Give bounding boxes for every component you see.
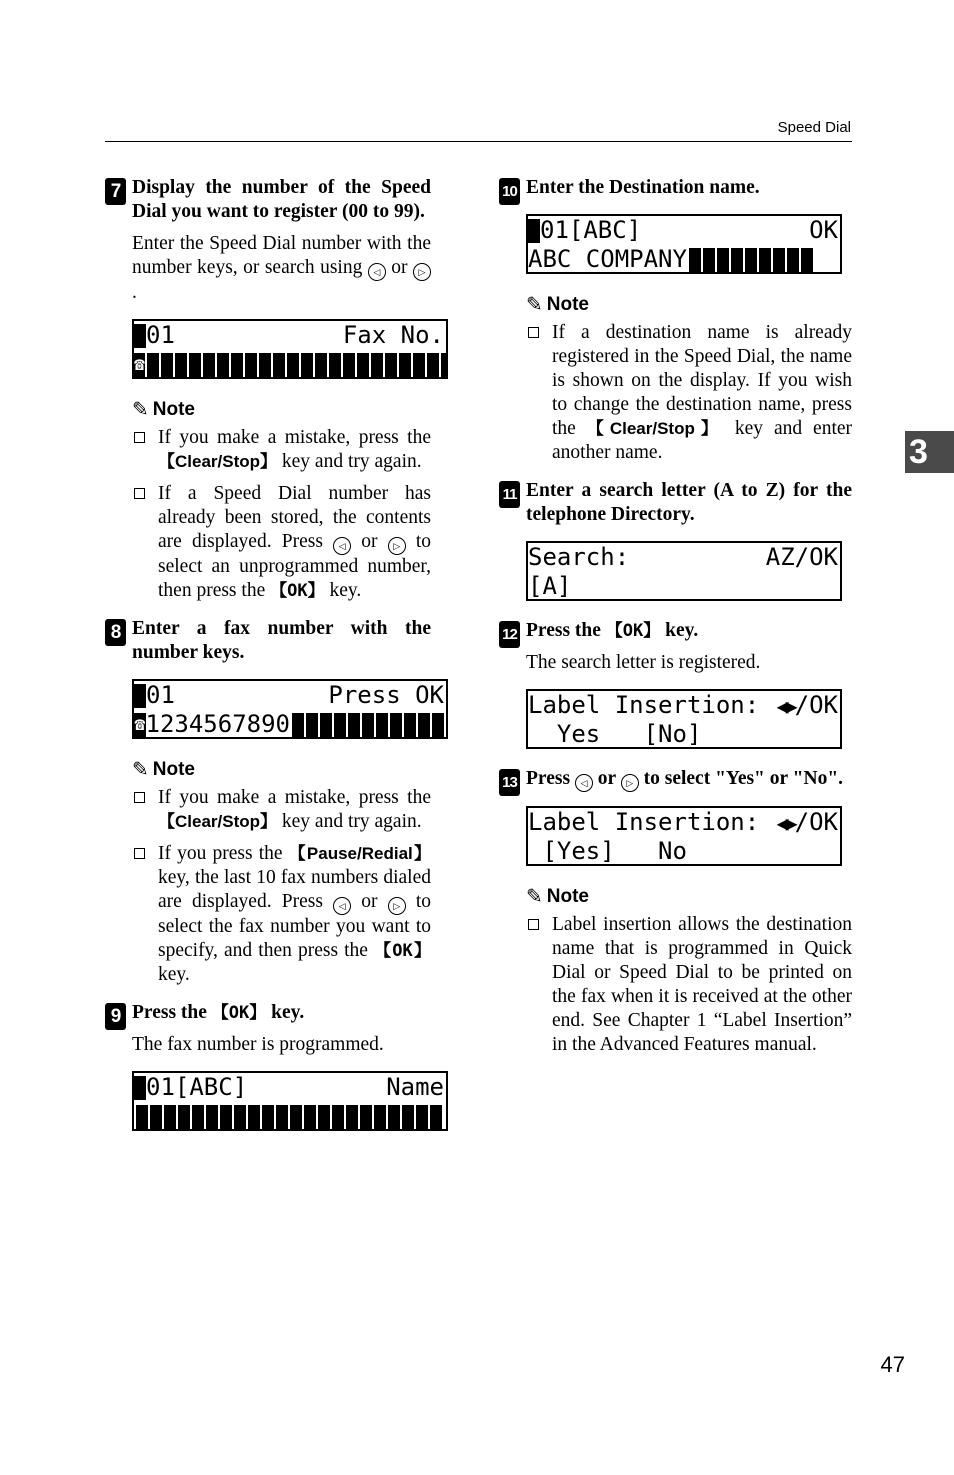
- lcd-line-1-right: OK: [809, 216, 838, 244]
- pencil-icon: ✎: [526, 294, 543, 316]
- lcd-line-1-right: /OK: [794, 807, 838, 836]
- lcd-line-1-left: Search:: [528, 543, 630, 571]
- checkbox-bullet-icon: [134, 792, 145, 803]
- lcd-display: [132, 1071, 448, 1131]
- lcd-display: [526, 689, 842, 749]
- lcd-block: [418, 713, 430, 737]
- lcd-block: [357, 353, 369, 377]
- note-heading: ✎ Note: [526, 885, 589, 908]
- note-item: If you press the 【Pause/Redial】 key, the last 10 fax numbers dialed are displayed. Press ◁ or ▷ to select the fax number you want to specify, and then press the 【OK】 key.: [132, 842, 431, 987]
- lcd-block: [801, 248, 813, 272]
- left-arrow-key-icon: ◁: [575, 774, 593, 792]
- pencil-icon: ✎: [132, 399, 149, 421]
- lcd-block: [334, 713, 346, 737]
- step-number-10: 10: [499, 178, 520, 205]
- step-9-body: The fax number is programmed.: [132, 1034, 384, 1055]
- step-12-body: The search letter is registered.: [526, 652, 761, 673]
- lcd-line-2-left: [A]: [528, 572, 572, 600]
- left-column: [105, 176, 444, 1149]
- lcd-block: [374, 1105, 386, 1129]
- clear-stop-key: 【Clear/Stop】: [158, 812, 278, 831]
- lcd-fill-blocks: [292, 713, 444, 737]
- lcd-block: [332, 1105, 344, 1129]
- lcd-block: [136, 1105, 148, 1129]
- pencil-icon: ✎: [132, 759, 149, 781]
- lcd-block: [175, 353, 187, 377]
- lcd-block: [304, 1105, 316, 1129]
- lcd-block: [413, 353, 425, 377]
- lcd-block: [402, 1105, 414, 1129]
- lcd-block: [399, 353, 411, 377]
- lcd-block: [234, 1105, 246, 1129]
- lcd-line-1-right: Name: [386, 1073, 444, 1101]
- left-arrow-key-icon: ◁: [333, 897, 351, 915]
- lcd-block: [371, 353, 383, 377]
- lcd-block: [189, 353, 201, 377]
- cursor-icon: [134, 324, 146, 348]
- lcd-block: [147, 353, 159, 377]
- lcd-block: [231, 353, 243, 377]
- lcd-line-1-left: 01[ABC]: [540, 216, 642, 244]
- lcd-display: [526, 806, 842, 866]
- lcd-block: [362, 713, 374, 737]
- lcd-block: [292, 713, 304, 737]
- lcd-block: [390, 713, 402, 737]
- lcd-block: [376, 713, 388, 737]
- lcd-line-1-left: 01: [146, 321, 175, 349]
- lcd-block: [262, 1105, 274, 1129]
- step-11-title: Enter a search letter (A to Z) for the telephone Directory.: [526, 480, 852, 525]
- step-number-8: 8: [105, 619, 126, 646]
- lcd-block: [348, 713, 360, 737]
- lcd-block: [430, 1105, 442, 1129]
- lcd-line-2-left: ABC COMPANY: [528, 245, 687, 273]
- cursor-icon: [134, 1076, 146, 1100]
- lcd-block: [343, 353, 355, 377]
- ok-key: 【OK】: [211, 1003, 267, 1023]
- lcd-block: [306, 713, 318, 737]
- lcd-line-1-right: AZ/OK: [765, 543, 838, 571]
- lcd-block: [703, 248, 715, 272]
- lcd-block: [427, 353, 439, 377]
- step-12: [499, 619, 852, 749]
- step-10: [499, 176, 852, 465]
- lcd-display: [132, 679, 448, 739]
- checkbox-bullet-icon: [134, 848, 145, 859]
- ok-key: 【OK】: [374, 941, 432, 961]
- lcd-block: [689, 248, 701, 272]
- step-9: [105, 1001, 444, 1131]
- note-heading: ✎ Note: [526, 293, 589, 316]
- lcd-line-2-left: [Yes] No: [528, 837, 687, 865]
- lcd-block: [273, 353, 285, 377]
- step-number-9: 9: [105, 1003, 126, 1030]
- lcd-block: [178, 1105, 190, 1129]
- lcd-block: [787, 248, 799, 272]
- left-arrow-key-icon: ◁: [333, 537, 351, 555]
- checkbox-bullet-icon: [528, 919, 539, 930]
- lcd-block: [360, 1105, 372, 1129]
- step-number-7: 7: [105, 178, 126, 205]
- lcd-block: [773, 248, 785, 272]
- lcd-block: [731, 248, 743, 272]
- lcd-block: [203, 353, 215, 377]
- lcd-display: [526, 214, 842, 274]
- step-8: [105, 617, 444, 987]
- lcd-line-1-right: /OK: [794, 690, 838, 719]
- step-13-title: Press ◁ or ▷ to select "Yes" or "No".: [526, 767, 852, 792]
- checkbox-bullet-icon: [134, 488, 145, 499]
- note-heading: ✎ Note: [132, 398, 195, 421]
- left-right-arrows-icon: ◀▶: [776, 693, 795, 718]
- right-arrow-key-icon: ▷: [621, 774, 639, 792]
- step-number-12: 12: [499, 621, 520, 648]
- lcd-line-1-left: 01[ABC]: [146, 1073, 248, 1101]
- lcd-block: [329, 353, 341, 377]
- lcd-block: [745, 248, 757, 272]
- lcd-block: [259, 353, 271, 377]
- lcd-block: [388, 1105, 400, 1129]
- lcd-block: [206, 1105, 218, 1129]
- lcd-block: [290, 1105, 302, 1129]
- right-arrow-key-icon: ▷: [413, 263, 431, 281]
- lcd-block: [717, 248, 729, 272]
- step-12-title: Press the 【OK】 key.: [526, 620, 699, 641]
- lcd-block: [385, 353, 397, 377]
- right-arrow-key-icon: ▷: [388, 897, 406, 915]
- lcd-line-2-left: 1234567890: [145, 710, 290, 738]
- cursor-icon: [528, 219, 540, 243]
- lcd-fill-blocks: [689, 248, 813, 272]
- lcd-block: [416, 1105, 428, 1129]
- lcd-block: [320, 713, 332, 737]
- checkbox-bullet-icon: [134, 432, 145, 443]
- ok-key: 【OK】: [270, 581, 325, 601]
- pause-redial-key: 【Pause/Redial】: [288, 844, 432, 863]
- phone-icon: ☎: [134, 353, 145, 375]
- lcd-fill-blocks: [147, 353, 448, 377]
- cursor-icon: [134, 684, 146, 708]
- step-number-13: 13: [499, 769, 520, 796]
- lcd-block: [192, 1105, 204, 1129]
- ok-key: 【OK】: [605, 621, 661, 641]
- note-item: If a destination name is already registered in the Speed Dial, the name is shown on the display. If you wish to change the destination name, press the 【Clear/Stop】 key and enter another name.: [526, 321, 852, 465]
- lcd-display: [526, 541, 842, 601]
- lcd-block: [164, 1105, 176, 1129]
- step-7-body: Enter the Speed Dial number with the number keys, or search using ◁ or ▷.: [132, 233, 431, 303]
- left-right-arrows-icon: ◀▶: [776, 810, 795, 835]
- page-number: 47: [880, 1352, 905, 1377]
- step-7: [105, 176, 444, 603]
- lcd-block: [161, 353, 173, 377]
- lcd-block: [346, 1105, 358, 1129]
- lcd-block: [248, 1105, 260, 1129]
- left-arrow-key-icon: ◁: [368, 263, 386, 281]
- lcd-fill-blocks: [136, 1105, 442, 1129]
- pencil-icon: ✎: [526, 886, 543, 908]
- note-item: Label insertion allows the destination name that is programmed in Quick Dial or Speed Dial to be printed on the fax when it is received at the other end. See Chapter 1 “Label Insertion” in the Advanced Features manual.: [526, 913, 852, 1057]
- lcd-block: [318, 1105, 330, 1129]
- lcd-block: [220, 1105, 232, 1129]
- note-item: If a Speed Dial number has already been stored, the contents are displayed. Press ◁ or ▷ to select an unprogrammed number, then press the 【OK】 key.: [132, 482, 431, 603]
- lcd-block: [441, 353, 448, 377]
- lcd-block: [150, 1105, 162, 1129]
- lcd-display: [132, 319, 448, 379]
- step-number-11: 11: [499, 481, 520, 508]
- lcd-block: [245, 353, 257, 377]
- lcd-line-1-left: Label Insertion:: [528, 808, 760, 836]
- step-11: [499, 479, 852, 601]
- clear-stop-key: 【Clear/Stop】: [586, 419, 724, 438]
- clear-stop-key: 【Clear/Stop】: [158, 452, 278, 471]
- note-item: If you make a mistake, press the 【Clear/Stop】 key and try again.: [132, 786, 431, 834]
- header-rule: [105, 141, 852, 142]
- lcd-line-1-left: 01: [146, 681, 175, 709]
- lcd-block: [432, 713, 444, 737]
- phone-icon: ☎: [134, 713, 146, 735]
- lcd-block: [287, 353, 299, 377]
- step-10-title: Enter the Destination name.: [526, 177, 760, 198]
- step-8-title: Enter a fax number with the number keys.: [132, 618, 431, 663]
- chapter-tab[interactable]: 3: [905, 431, 954, 473]
- note-item: If you make a mistake, press the 【Clear/Stop】 key and try again.: [132, 426, 431, 474]
- lcd-block: [276, 1105, 288, 1129]
- lcd-line-1-right: Fax No.: [342, 321, 444, 349]
- lcd-block: [315, 353, 327, 377]
- step-9-title: Press the 【OK】 key.: [132, 1002, 305, 1023]
- right-column: [499, 176, 852, 1071]
- step-13: [499, 767, 852, 1057]
- lcd-block: [759, 248, 771, 272]
- checkbox-bullet-icon: [528, 327, 539, 338]
- lcd-line-1-right: Press OK: [328, 681, 444, 709]
- lcd-block: [301, 353, 313, 377]
- note-heading: ✎ Note: [132, 758, 195, 781]
- lcd-line-2-left: Yes [No]: [528, 720, 702, 748]
- running-header: Speed Dial: [777, 119, 851, 136]
- right-arrow-key-icon: ▷: [388, 537, 406, 555]
- step-7-title: Display the number of the Speed Dial you want to register (00 to 99).: [132, 177, 431, 222]
- lcd-line-1-left: Label Insertion:: [528, 691, 760, 719]
- lcd-block: [404, 713, 416, 737]
- lcd-block: [217, 353, 229, 377]
